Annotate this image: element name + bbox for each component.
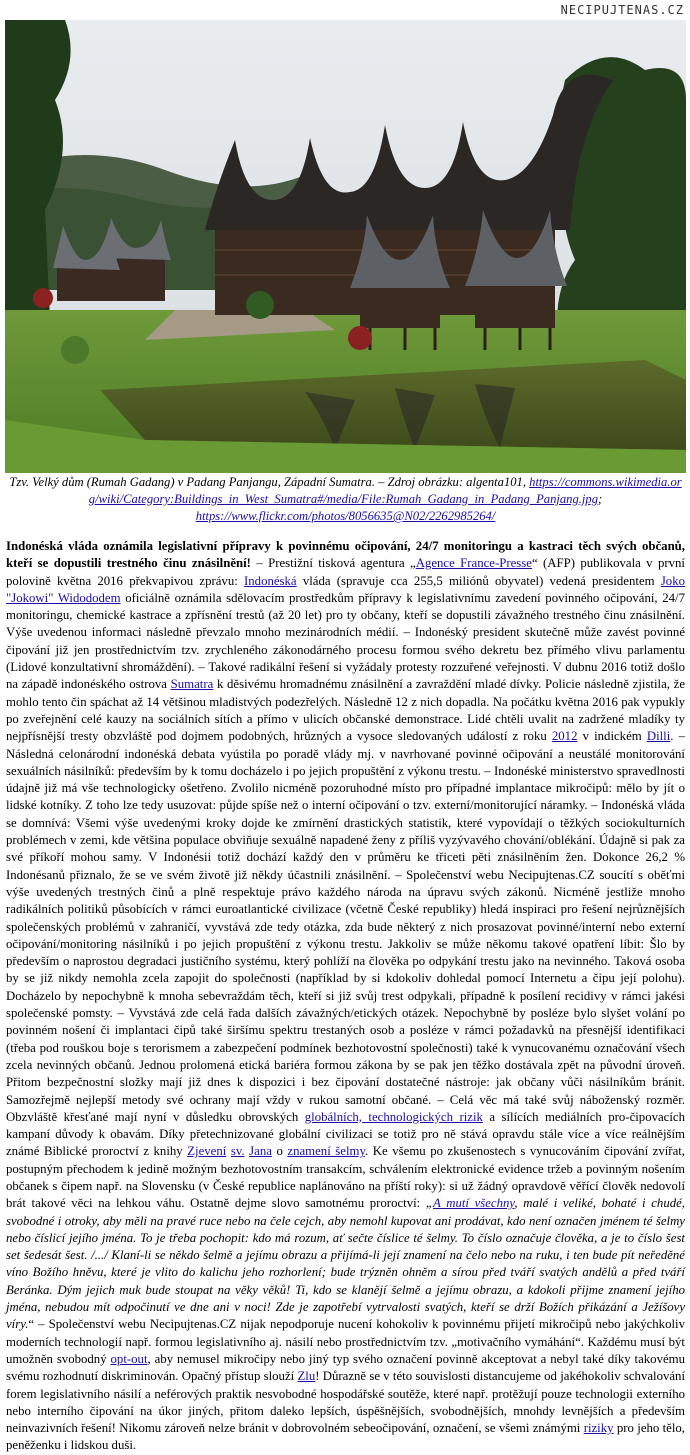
- link-sumatra[interactable]: Sumatra: [170, 677, 214, 692]
- prophecy-quote: [6, 1196, 685, 1331]
- link-dilli[interactable]: Dilli: [646, 729, 671, 744]
- link-joko-widodo[interactable]: Joko "Jokowi" Widododem: [6, 573, 685, 605]
- article-body: [6, 538, 685, 1455]
- link-opt-out[interactable]: opt-out: [110, 1351, 148, 1366]
- article-text: – Prestižní tisková agentura „: [250, 556, 416, 571]
- link-agence-france-presse[interactable]: Agence France-Presse: [415, 556, 532, 571]
- link-2012[interactable]: 2012: [551, 729, 578, 744]
- site-name: NECIPUJTENAS.CZ: [560, 3, 684, 17]
- caption-source-link-wikimedia[interactable]: https://commons.wikimedia.org/wiki/Category:Buildings_in_West_Sumatra#/media/File:Rumah_Gadang_in_Padang_Panjang.jpg: [88, 475, 682, 506]
- article-text: “ – Společenství webu Necipujtenas.CZ nijak nepodporuje nucení kohokoliv k povinnému přijetí mikročipů nebo jakýchkoliv moderních technologií např. formou legislativního aj. násilí nebo prostřednictvím tzv. „motivačního vymáhání“. Každému musí být umožněn svobodný: [6, 1317, 685, 1366]
- caption-text: Tzv. Velký dům (Rumah Gadang) v Padang Panjangu, Západní Sumatra. – Zdroj obrázku: algenta101,: [9, 475, 526, 489]
- article-text: a sílících mediálních pro-čipovacích kampaní důvody k obavám. Díky přetechnizované globální civilizaci se totiž pro ně stává opravdu stále více a více reálnějším známé Biblické proroctví z knihy: [6, 1109, 686, 1159]
- article-text: k děsivému hromadnému znásilnění a zavraždění mladé dívky. Policie následně zjistila, že mohlo tento čin spáchat až 14 většinou mladistvých podezřelých. Následně 12 z nich dopadla. Na počátku května 2016 pak vypukly po zveřejnění celé kauzy na sociálních sítích a přímo v ulicích občanské demonstrace. Lidé chtěli uvalit na zadržené mladíky ty nejpřísnější tresty obzvláště pod dojmem podobných, hrůzných a vysoce sledovaných událostí z roku: [6, 677, 685, 744]
- article-text: . Ke všemu po zkušenostech s vynucováním čipování zvířat, postupným přechodem k jedině možným bezhotovostním transakcím, schválením elektronické evidence tržeb a povinným nošením občanek s čipem např. na Slovensku (v České republice naplánováno na příští roky): si už žádný opravdově věřící člověk nedovolí brát takové věci na lehkou váhu. Ostatně dejme slovo samotnému proroctví:: [6, 1144, 686, 1211]
- article-photo-rumah-gadang: [5, 20, 686, 473]
- link-znameni-selmy[interactable]: znamení šelmy: [287, 1144, 366, 1159]
- article-text: o: [271, 1144, 288, 1159]
- article-text: oficiálně oznámila sdělovacím prostředkům přípravy k legislativnímu zavedení povinného očipování, 24/7 monitoringu, chemické kastrace a zpřísnění trestů (až 20 let) pro ty občany, kteří se dopustili závažného trestného činu znásilnění. Výše uvedenou informaci následně převzalo mnoho mezinárodních médií. – Indonéský president skutečně může zavést povinné čipování již jen prostřednictvím tzv. zrychleného zákonodárného procesu formou svého dekretu bez přímého vlivu parlamentu (Lidové konzultativní shromáždění). – Takové radikální řešení si vyžádaly protesty rozzuřené veřejnosti. V dubnu 2016 totiž došlo na západě indonéského ostrova: [6, 590, 686, 692]
- article-text: , aby nemusel mikročipy nebo jiný typ svého označení povinně akceptovat a nebyl také díky takovému svému rozhodnutí diskriminován. Opačný přístup slouží: [6, 1351, 685, 1384]
- article-lead: Indonéská vláda oznámila legislativní přípravy k povinnému očipování, 24/7 monitoringu a kastraci těch svých občanů, kteří se dopustili trestného činu znásilnění!: [6, 539, 685, 571]
- caption-source-link-flickr[interactable]: https://www.flickr.com/photos/8056635@N02/2262985264/: [195, 509, 496, 523]
- article-text: pro jeho tělo, peněženku i lidskou duši.: [6, 1421, 686, 1453]
- link-zjeveni[interactable]: Zjevení: [187, 1144, 227, 1159]
- link-riziky[interactable]: riziky: [583, 1421, 614, 1436]
- link-indonesia[interactable]: Indonéská: [244, 573, 297, 588]
- quote-text: , malé i veliké, bohaté i chudé, svobodné i otroky, aby měli na pravé ruce nebo na čele cejch, aby nemohl kupovat ani prodávat, kdo není označen jménem té šelmy nebo číslicí jejího jména. To je třeba pochopit: kdo má rozum, ať sečte číslice té šelmy. To číslo označuje člověka, a je to číslo šest set šedesát šest. /.../ Klaní-li se někdo šelmě a jejímu obrazu a přijímá-li její znamení na čelo nebo na ruku, i ten bude pít neředěné víno Božího hněvu, které je vlito do kalichu jeho rozhorlení; bude trýzněn ohněm a sírou před tváří svatých andělů a před tváří Beránka. Dým jejich muk bude stoupat na věky věků! Ti, kdo se klanějí šelmě a jejímu obrazu, a kdokoli přijme znamení jejího jména, nebudou mít odpočinutí ve dne ani v noci! Zde je zapotřebí vytrvalosti svatých, kteří se drží Božích přikázání a Ježíšovy víry.: [6, 1196, 686, 1332]
- article-text: v indickém: [577, 729, 647, 744]
- link-sv[interactable]: sv.: [230, 1144, 245, 1159]
- caption-separator: ;: [598, 492, 603, 506]
- link-global-technology-risks[interactable]: globálních, technologických rizik: [304, 1109, 483, 1124]
- quote-open: „: [425, 1196, 433, 1211]
- article-text: ! Důrazně se v této souvislosti distancujeme od jakéhokoliv schvalování forem legislativního násilí a neférových praktik nesvobodné hospodářské soutěže, které např. protěžují pouze technologii externího nebo interního čipování na úkor jiných, přitom daleko lepších, úspěšnějších, svobodnějších, mnohdy levnějších a především neinvazivních řešení! Nikomu zároveň nelze bránit v dobrovolném sebeočipování, označení, se všemi známými: [6, 1369, 686, 1436]
- photo-caption: [5, 474, 686, 525]
- article-text: vláda (spravuje cca 255,5 miliónů obyvatel) vedená presidentem: [296, 573, 661, 588]
- link-zlu[interactable]: Zlu: [297, 1369, 316, 1384]
- article-text: “ (AFP) publikovala v první polovině května 2016 překvapivou zprávu:: [6, 556, 685, 588]
- article-text: . – Následná celonárodní indonéská debata vyústila po poradě vlády mj. v navrhované povinné očipování a neustálé monitorování sexuálních násilníků: především by k tomu docházelo i po jejich propuštění z výkonu trestu. – Indonéské ministerstvo spravedlnosti údajně již má vše technologicky ošetřeno. Zvolilo nicméně pozoruhodné místo pro případné implantace mikročipů: mělo by jít o lidské kotníky. Z toho lze tedy usuzovat: půjde spíše než o interní očipování o tzv. externí/monitorující náramky. – Indonéská vláda se domnívá: Všemi výše uvedenými kroky dojde ke zmírnění drastických statistik, které vypovídají o těžkých sociokulturních problémech v zemi, kde většina populace obviňuje sexuálně napadené ženy z příliš vyzývavého chování/oblékání. Údajně si pak za své příkoří mohou samy. V Indonésii totiž dochází každý den v průměru ke třiceti pěti znásilněním žen. Dokonce 26,2 % Indonésanů přiznalo, že se ve svém životě již někdy účastnili znásilnění. – Společenství webu Necipujtenas.CZ soucítí s oběťmi výše uvedených trestných činů a plně respektuje právo každého národa na úpravu svých zákonů. Nicméně jestliže mnoho radikálních politiků působících v rámci euroatlantické civilizace (včetně České republiky) hledá inspiraci pro řešení nejrůznějších společenských problémů v zahraničí, vyvstává zde tedy otázka, zda bude některý z nich prosazovat povinné/interní nebo externí očipování/monitoring násilníků i po jejich propuštění z výkonu trestu. Jakkoliv se může někomu takové opatření líbit: Šlo by především o naprostou degradaci justičního systému, který pohlíží na člověka po odpykání trestu jako na nevinného. Taková osoba by se již nikdy nemohla zcela zapojit do společnosti (například by si kdokoliv dohledal pomocí Internetu a čipu její polohu). Docházelo by nepochybně k mnoha sebevraždám těch, kteří si již svůj trest odpykali, případně k posílení recidivy v rámci jakési společenské pomsty. – Vyvstává zde celá řada dalších závažných/etických otázek. Nepochybně by posléze bylo slyšet volání po povinném nošení či implantaci čipů také širšímu spektru trestaných osob a posléze v rámci požadavků na přesnější identifikaci (třeba pod rouškou boje s terorismem a zabezpečení podmínek bezhotovostní společnosti) také k vynucovanému označování všech zcela nevinných občanů. Jednou prolomená etická bariéra formou zákona by se pak jen těžko dostávala zpět na původní úroveň. Přitom bezpečnostní složky mají již dnes k dispozici i bez čipování dostatečné nástroje: jak občany vůči násilníkům bránit. Samozřejmě nejlepší metody své ochrany mají vždy v rukou samotní občané. – Celá věc má také svůj náboženský rozměr. Obzvláště křesťané mají nyní v důsledku obrovských: [6, 729, 686, 1124]
- link-a-muti-vsechny[interactable]: A mutí všechny: [432, 1196, 515, 1211]
- link-jana[interactable]: Jana: [249, 1144, 272, 1159]
